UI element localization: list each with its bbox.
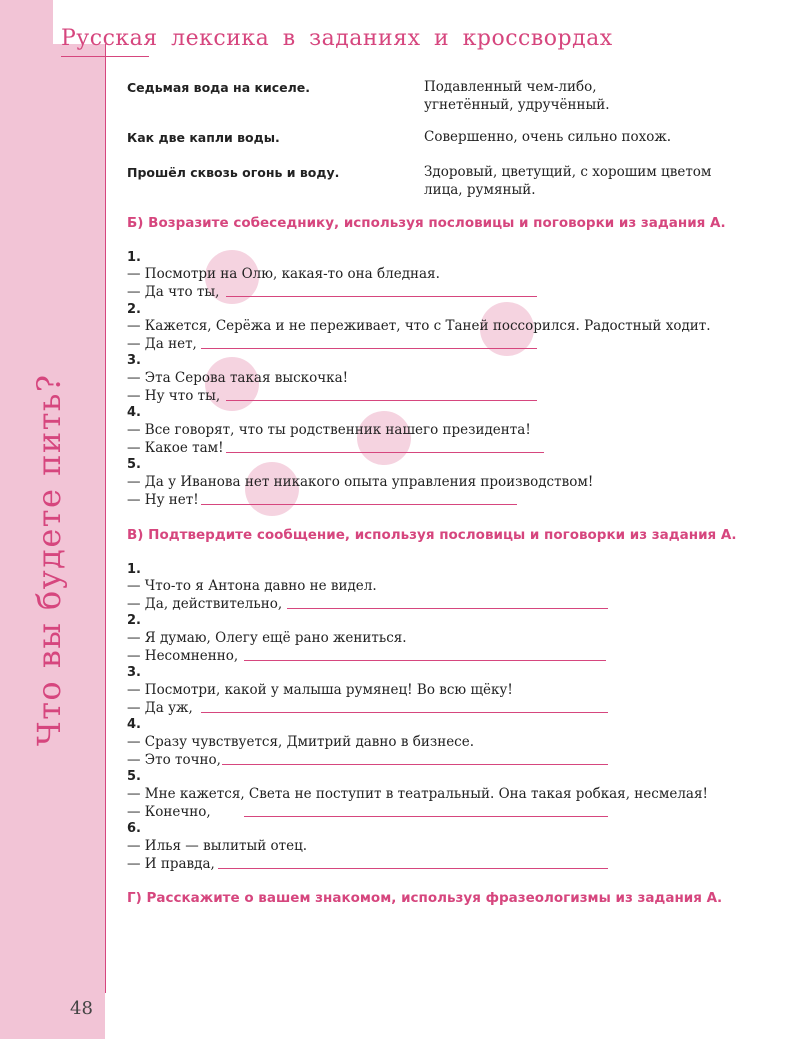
task-v-prompt-4: — Сразу чувствуется, Дмитрий давно в бизнесе. <box>127 734 475 750</box>
task-v-num-6: 6. <box>127 821 141 836</box>
task-v-prompt-5: — Мне кажется, Света не поступит в театральный. Она такая робкая, несмелая! <box>127 786 708 802</box>
answer-blank[interactable] <box>201 348 537 349</box>
task-v-reply-6: — И правда, <box>127 856 215 872</box>
task-b-reply-3: — Ну что ты, <box>127 388 221 404</box>
task-v-prompt-6: — Илья — вылитый отец. <box>127 838 308 854</box>
task-b-num-3: 3. <box>127 353 141 368</box>
answer-blank[interactable] <box>226 400 537 401</box>
answer-blank[interactable] <box>201 504 517 505</box>
task-v-reply-3: — Да уж, <box>127 700 193 716</box>
answer-blank[interactable] <box>226 296 537 297</box>
task-v-title: В) Подтвердите сообщение, используя пословицы и поговорки из задания А. <box>127 527 737 543</box>
idiom-3: Прошёл сквозь огонь и воду. <box>127 165 340 180</box>
task-v-num-4: 4. <box>127 717 141 732</box>
answer-blank[interactable] <box>287 608 608 609</box>
task-b-reply-4: — Какое там! <box>127 440 224 456</box>
answer-blank[interactable] <box>244 660 606 661</box>
meaning-2: Совершенно, очень сильно похож. <box>424 129 672 145</box>
answer-blank[interactable] <box>222 764 608 765</box>
meaning-1: Подавленный чем-либо, угнетённый, удручённый. <box>424 79 610 113</box>
task-v-num-1: 1. <box>127 562 141 577</box>
task-b-prompt-2: — Кажется, Серёжа и не переживает, что с Таней поссорился. Радостный ходит. <box>127 318 711 334</box>
answer-blank[interactable] <box>244 816 608 817</box>
task-b-num-2: 2. <box>127 302 141 317</box>
task-b-num-1: 1. <box>127 250 141 265</box>
header-underline <box>61 56 149 57</box>
task-b-title: Б) Возразите собеседнику, используя пословицы и поговорки из задания А. <box>127 215 726 231</box>
idiom-2: Как две капли воды. <box>127 130 280 145</box>
decor-circle <box>357 411 411 465</box>
task-b-num-4: 4. <box>127 405 141 420</box>
task-b-reply-1: — Да что ты, <box>127 284 220 300</box>
task-b-reply-2: — Да нет, <box>127 336 197 352</box>
task-v-num-3: 3. <box>127 665 141 680</box>
task-b-prompt-3: — Эта Серова такая выскочка! <box>127 370 349 386</box>
task-b-reply-5: — Ну нет! <box>127 492 199 508</box>
task-b-prompt-1: — Посмотри на Олю, какая-то она бледная. <box>127 266 440 282</box>
task-v-prompt-1: — Что-то я Антона давно не видел. <box>127 578 377 594</box>
task-v-reply-4: — Это точно, <box>127 752 221 768</box>
task-v-reply-5: — Конечно, <box>127 804 211 820</box>
side-title: Что вы будете пить? <box>30 373 68 746</box>
task-g-title: Г) Расскажите о вашем знакомом, используя фразеологизмы из задания А. <box>127 890 723 906</box>
task-b-prompt-4: — Все говорят, что ты родственник нашего президента! <box>127 422 531 438</box>
meaning-3: Здоровый, цветущий, с хорошим цветом лица, румяный. <box>424 164 712 198</box>
task-v-num-5: 5. <box>127 769 141 784</box>
answer-blank[interactable] <box>201 712 608 713</box>
task-v-prompt-3: — Посмотри, какой у малыша румянец! Во всю щёку! <box>127 682 513 698</box>
task-v-num-2: 2. <box>127 613 141 628</box>
task-v-reply-1: — Да, действительно, <box>127 596 283 612</box>
answer-blank[interactable] <box>226 452 544 453</box>
task-b-prompt-5: — Да у Иванова нет никакого опыта управления производством! <box>127 474 594 490</box>
task-v-reply-2: — Несомненно, <box>127 648 239 664</box>
task-b-num-5: 5. <box>127 457 141 472</box>
answer-blank[interactable] <box>218 868 608 869</box>
page-number: 48 <box>70 998 93 1019</box>
header-title: Русская лексика в заданиях и кроссвордах <box>61 26 613 51</box>
task-v-prompt-2: — Я думаю, Олегу ещё рано жениться. <box>127 630 407 646</box>
idiom-1: Седьмая вода на киселе. <box>127 80 310 95</box>
